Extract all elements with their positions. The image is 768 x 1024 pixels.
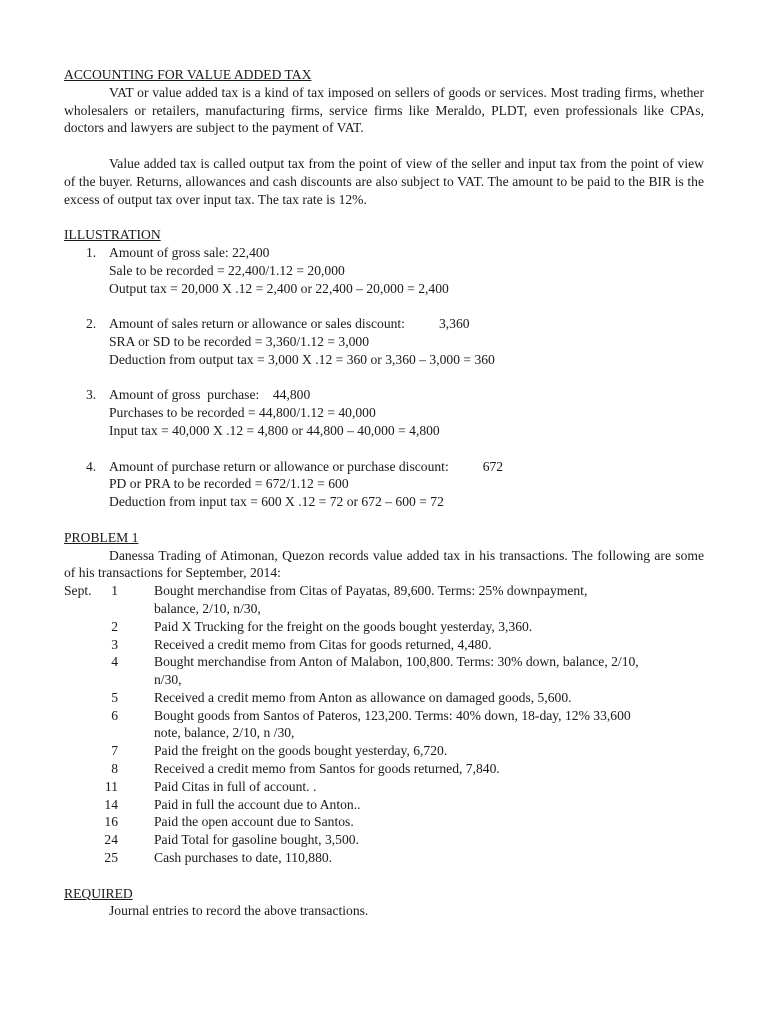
document-page <box>64 66 704 920</box>
transaction-day: 24 <box>104 832 118 848</box>
transaction-day: 8 <box>111 761 118 777</box>
item-line: Deduction from output tax = 3,000 X .12 = 360 or 3,360 – 3,000 = 360 <box>109 351 495 367</box>
item-number: 2. <box>86 316 97 332</box>
spacer <box>64 208 704 226</box>
document-title: ACCOUNTING FOR VALUE ADDED TAX <box>64 67 312 82</box>
transaction-row <box>64 618 704 636</box>
transaction-text: Paid X Trucking for the freight on the goods bought yesterday, 3,360. <box>154 618 533 634</box>
transaction-text: Bought merchandise from Anton of Malabon, 100,800. Terms: 30% down, balance, 2/10, <box>154 654 639 670</box>
item-number: 3. <box>86 387 97 403</box>
transaction-day: 4 <box>111 654 118 670</box>
item-line: Amount of gross sale: 22,400 <box>109 244 270 260</box>
transaction-row <box>64 707 704 743</box>
illustration-item <box>64 244 704 297</box>
transaction-text: note, balance, 2/10, n /30, <box>154 725 295 741</box>
transaction-day: 3 <box>111 636 118 652</box>
item-line: Amount of sales return or allowance or sales discount: 3,360 <box>109 316 470 332</box>
transaction-row <box>64 849 704 867</box>
item-line: Deduction from input tax = 600 X .12 = 72 or 672 – 600 = 72 <box>109 494 444 510</box>
transaction-day: 1 <box>111 583 118 599</box>
illustration-item <box>64 386 704 439</box>
item-line: SRA or SD to be recorded = 3,360/1.12 = 3,000 <box>109 333 370 349</box>
item-line: Sale to be recorded = 22,400/1.12 = 20,000 <box>109 262 345 278</box>
transaction-text: Received a credit memo from Santos for goods returned, 7,840. <box>154 761 500 777</box>
item-line: Amount of gross purchase: 44,800 <box>109 387 311 403</box>
item-line: Output tax = 20,000 X .12 = 2,400 or 22,400 – 20,000 = 2,400 <box>109 280 449 296</box>
transaction-day: 25 <box>104 850 118 866</box>
transaction-row <box>64 813 704 831</box>
illustration-item <box>64 458 704 511</box>
transaction-row <box>64 831 704 849</box>
required-heading: REQUIRED <box>64 885 133 901</box>
transaction-text: Received a credit memo from Anton as allowance on damaged goods, 5,600. <box>154 689 572 705</box>
required-text: Journal entries to record the above transactions. <box>109 903 369 919</box>
transaction-day: 7 <box>111 743 118 759</box>
transaction-row <box>64 636 704 654</box>
transaction-day: 2 <box>111 618 118 634</box>
transaction-row <box>64 778 704 796</box>
spacer <box>64 867 704 885</box>
transaction-row <box>64 760 704 778</box>
spacer <box>64 440 704 458</box>
problem-intro: Danessa Trading of Atimonan, Quezon records value added tax in his transactions. The following are some of his transactions for September, 2014: <box>64 547 704 581</box>
transaction-text: Bought goods from Santos of Pateros, 123,200. Terms: 40% down, 18-day, 12% 33,600 <box>154 707 631 723</box>
item-line: Purchases to be recorded = 44,800/1.12 = 40,000 <box>109 405 376 421</box>
transaction-text: Paid Total for gasoline bought, 3,500. <box>154 832 359 848</box>
transaction-text: Paid the freight on the goods bought yesterday, 6,720. <box>154 743 448 759</box>
transaction-text: Paid in full the account due to Anton.. <box>154 796 361 812</box>
item-number: 4. <box>86 458 97 474</box>
spacer <box>64 511 704 529</box>
transaction-day: 11 <box>104 778 118 794</box>
illustration-heading: ILLUSTRATION <box>64 227 161 243</box>
transaction-day: 6 <box>111 707 118 723</box>
transaction-row <box>64 653 704 689</box>
spacer <box>64 369 704 387</box>
item-line: PD or PRA to be recorded = 672/1.12 = 600 <box>109 476 349 492</box>
illustration-item <box>64 315 704 368</box>
spacer <box>64 297 704 315</box>
spacer <box>64 137 704 155</box>
transaction-text: Received a credit memo from Citas for goods returned, 4,480. <box>154 636 492 652</box>
intro-paragraph-2: Value added tax is called output tax from the point of view of the seller and input tax from the point of view of the buyer. Returns, allowances and cash discounts are also subject to VAT. The amount to be paid to the BIR is the excess of output tax over input tax. The tax rate is 12%. <box>64 155 704 207</box>
transaction-text: n/30, <box>154 672 182 688</box>
transaction-text: Paid the open account due to Santos. <box>154 814 354 830</box>
intro-paragraph-1: VAT or value added tax is a kind of tax imposed on sellers of goods or services. Most trading firms, whether wholesalers or retailers, manufacturing firms, service firms like Meraldo, PLDT, even professionals like CPAs, doctors and lawyers are subject to the payment of VAT. <box>64 84 704 136</box>
problem-heading: PROBLEM 1 <box>64 529 139 545</box>
transaction-row <box>64 796 704 814</box>
item-number: 1. <box>86 244 97 260</box>
transaction-row <box>64 689 704 707</box>
transaction-month: Sept. <box>64 583 92 599</box>
transaction-text: balance, 2/10, n/30, <box>154 600 261 616</box>
transaction-text: Bought merchandise from Citas of Payatas, 89,600. Terms: 25% downpayment, <box>154 583 588 599</box>
item-line: Amount of purchase return or allowance or purchase discount: 672 <box>109 458 504 474</box>
transaction-day: 16 <box>104 814 118 830</box>
item-line: Input tax = 40,000 X .12 = 4,800 or 44,800 – 40,000 = 4,800 <box>109 422 440 438</box>
transaction-day: 14 <box>104 796 118 812</box>
transaction-text: Paid Citas in full of account. . <box>154 778 317 794</box>
transaction-day: 5 <box>111 689 118 705</box>
transaction-text: Cash purchases to date, 110,880. <box>154 850 333 866</box>
transaction-row <box>64 582 704 618</box>
transaction-row <box>64 742 704 760</box>
